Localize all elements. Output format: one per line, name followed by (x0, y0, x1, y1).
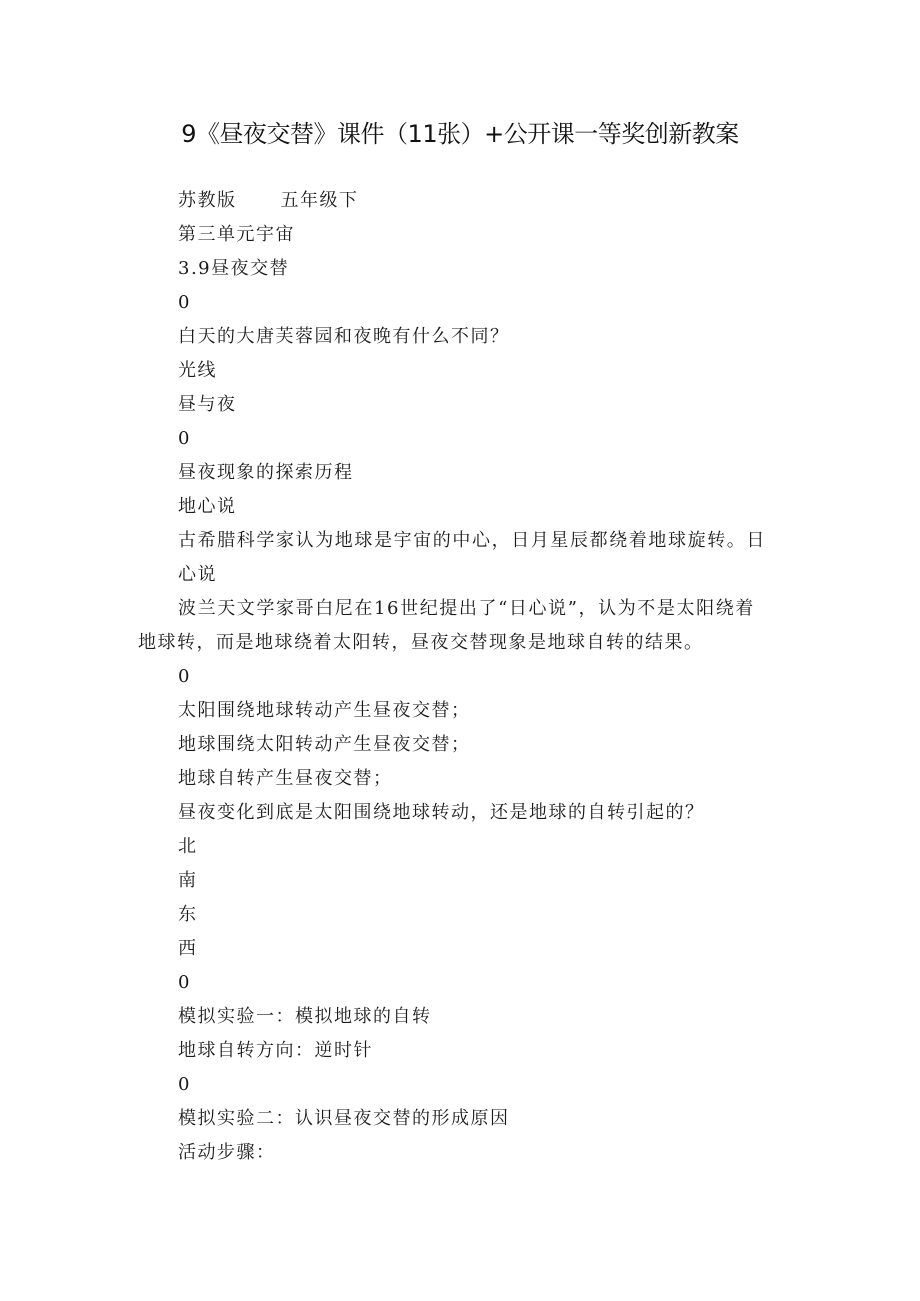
text-line: 白天的大唐芙蓉园和夜晚有什么不同？ (178, 326, 510, 347)
text-line: 波兰天文学家哥白尼在16世纪提出了“日心说”，认为不是太阳绕着 (178, 598, 755, 619)
text-line: 模拟实验二：认识昼夜交替的形成原因 (178, 1108, 510, 1129)
text-line: 0 (178, 1074, 191, 1095)
text-line: 太阳围绕地球转动产生昼夜交替； (178, 700, 471, 721)
grade-label: 五年级下 (280, 190, 359, 211)
text-line: 0 (178, 428, 191, 449)
text-line: 南 (178, 870, 198, 891)
text-line: 0 (178, 292, 191, 313)
text-line: 地球自转产生昼夜交替； (178, 768, 393, 789)
document-title: 9《昼夜交替》课件（11张）+公开课一等奖创新教案 (181, 120, 739, 148)
text-line: 模拟实验一：模拟地球的自转 (178, 1006, 432, 1027)
text-line: 3.9昼夜交替 (178, 258, 290, 279)
text-line: 古希腊科学家认为地球是宇宙的中心，日月星辰都绕着地球旋转。日 (178, 530, 766, 551)
text-line: 昼夜现象的探索历程 (178, 462, 354, 483)
text-line: 西 (178, 938, 198, 959)
text-line: 光线 (178, 360, 217, 381)
text-line: 北 (178, 836, 198, 857)
document-body (0, 184, 920, 1170)
text-line: 活动步骤： (178, 1142, 276, 1163)
text-line: 0 (178, 666, 191, 687)
text-line: 第三单元宇宙 (178, 224, 295, 245)
text-line: 地球转，而是地球绕着太阳转，昼夜交替现象是地球自转的结果。 (138, 632, 704, 653)
header-line (0, 184, 920, 218)
text-line: 地球自转方向：逆时针 (178, 1040, 373, 1061)
text-line: 地心说 (178, 496, 237, 517)
text-line: 昼与夜 (178, 394, 237, 415)
text-line: 昼夜变化到底是太阳围绕地球转动，还是地球的自转引起的？ (178, 802, 705, 823)
text-line: 心说 (178, 564, 217, 585)
publisher-label: 苏教版 (178, 190, 237, 211)
text-line: 地球围绕太阳转动产生昼夜交替； (178, 734, 471, 755)
text-line: 东 (178, 904, 198, 925)
text-line: 0 (178, 972, 191, 993)
